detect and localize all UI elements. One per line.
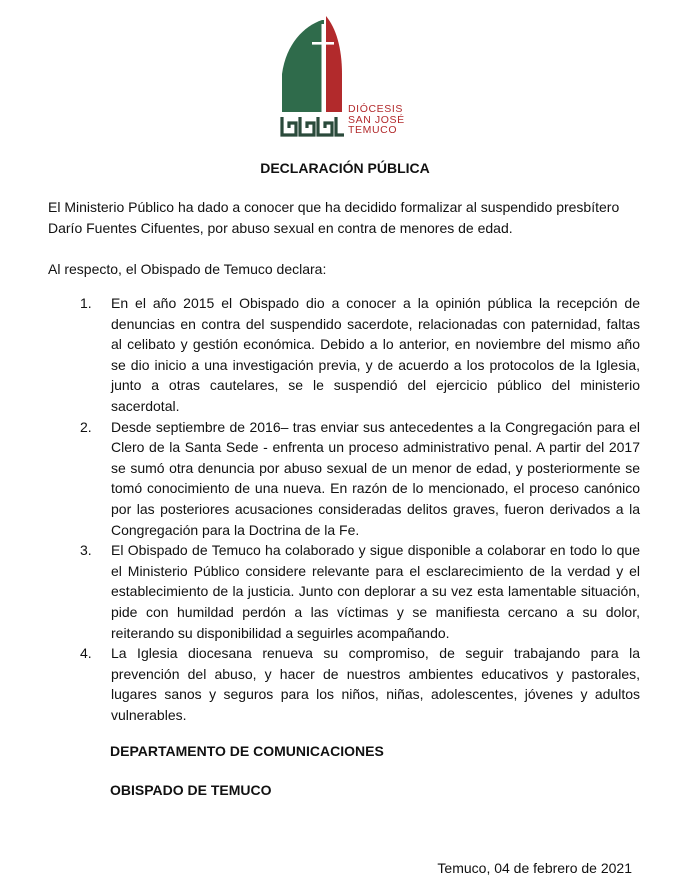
logo-cross-vertical — [322, 24, 325, 112]
list-item-number: 2. — [80, 418, 92, 435]
declaration-list — [80, 293, 640, 725]
list-item-text: El Obispado de Temuco ha colaborado y sigue disponible a colaborar en todo lo que el Ministerio Público considere relevante para el esclarecimiento de la verdad y el establecimiento de la justicia. Junto con deplorar a su vez esta lamentable situación, pide con humildad perdón a las víctimas y se manifiesta cercano a su dolor, reiterando su disponibilidad a seguirles acompañando. — [111, 542, 640, 641]
list-item-number: 4. — [80, 645, 92, 662]
department-signature: DEPARTAMENTO DE COMUNICACIONES — [110, 743, 384, 759]
logo-cross-horizontal — [312, 42, 334, 45]
list-item — [80, 643, 640, 725]
page-title: DECLARACIÓN PÚBLICA — [260, 160, 430, 176]
organization-signature: OBISPADO DE TEMUCO — [110, 782, 272, 798]
list-item — [80, 293, 640, 417]
intro-paragraph: El Ministerio Público ha dado a conocer que ha decidido formalizar al suspendido presbítero Darío Fuentes Cifuentes, por abuso sexual en contra de menores de edad. — [48, 199, 620, 236]
logo-fret-pattern — [282, 117, 344, 135]
list-item-text: La Iglesia diocesana renueva su compromiso, de seguir trabajando para la prevención del abuso, y hacer de nuestros ambientes educativos y pastorales, lugares sanos y seguros para los niños, niñas, adolescentes, jóvenes y adultos vulnerables. — [111, 645, 640, 723]
list-item-text: Desde septiembre de 2016– tras enviar sus antecedentes a la Congregación para el Clero de la Santa Sede - enfrenta un proceso administrativo penal. A partir del 2017 se sumó otra denuncia por abuso sexual de un menor de edad, y posteriormente se tomó conocimiento de una nueva. En razón de lo mencionado, el proceso canónico por las posteriores acusaciones consideradas delitos graves, fueron derivados a la Congregación para la Doctrina de la Fe. — [111, 418, 640, 538]
document-date: Temuco, 04 de febrero de 2021 — [437, 860, 632, 876]
logo-line-temuco: TEMUCO — [348, 124, 398, 136]
lead-paragraph: Al respecto, el Obispado de Temuco declara: — [48, 261, 327, 277]
logo-green-shape — [282, 20, 324, 112]
list-item-number: 1. — [80, 295, 92, 311]
list-item-text: En el año 2015 el Obispado dio a conocer a la opinión pública la recepción de denuncias en contra del suspendido sacerdote, relacionadas con paternidad, faltas al celibato y gestión económica. Debido a lo anterior, en noviembre del mismo año se dio inicio a una investigación previa, y de acuerdo a los protocolos de la Iglesia, junto a otras cautelares, se le suspendió del ejercicio público del ministerio sacerdotal. — [111, 295, 640, 414]
list-item — [80, 417, 640, 541]
list-item — [80, 540, 640, 643]
logo-text — [348, 104, 405, 136]
logo-line-diocesis: DIÓCESIS — [348, 103, 403, 115]
logo-line-san-jose: SAN JOSÉ — [348, 113, 405, 126]
list-item-number: 3. — [80, 542, 92, 559]
logo-red-shape — [326, 16, 342, 112]
